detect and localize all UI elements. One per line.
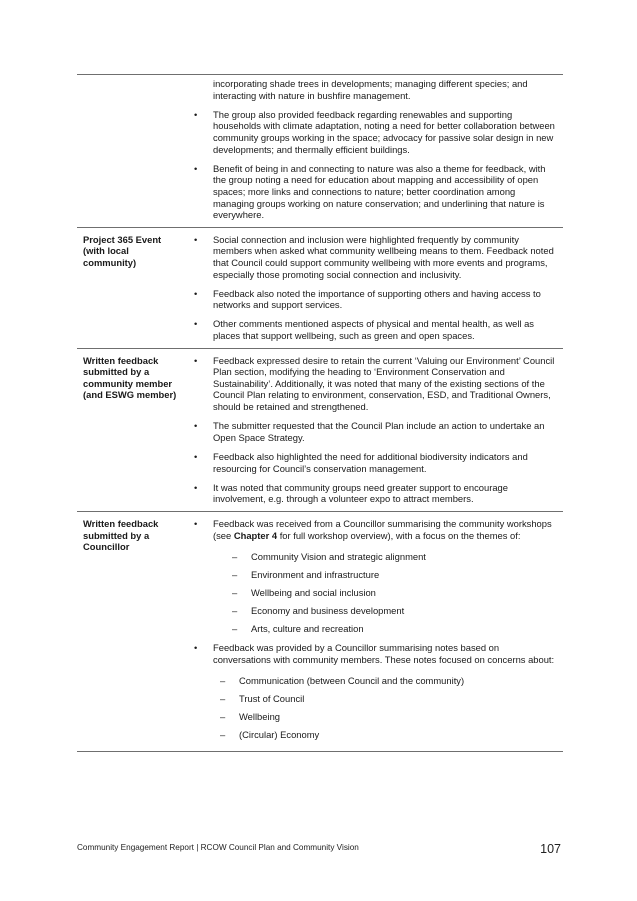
feedback-table (77, 74, 563, 752)
row-content (194, 75, 563, 227)
sub-list-item: – Environment and infrastructure (232, 569, 380, 581)
sub-list-item: – Community Vision and strategic alignment (232, 551, 426, 563)
row-content (194, 512, 563, 751)
bullet-icon: • (194, 642, 198, 654)
list-item: • Feedback expressed desire to retain the current ‘Valuing our Environment’ Council Plan section, modifying the heading to ‘Environment Conservation and Sustainability’. Additionally, it was noted that many of the existing sections of the Council Plan relating to environment, conservation, ESD, and Traditional Owners, should be retained and strengthened. (194, 354, 555, 413)
bullet-list (194, 355, 559, 505)
sub-list (213, 675, 559, 741)
list-item: • Feedback was received from a Councillor summarising the community workshops (see Chapter 4 for full workshop overview), with a focus on the themes of: – Community Vision and strategic alignment – Environment and infrastructure – Wellbeing and social inclusion – Economy and business development – Arts, culture and recreation (194, 518, 559, 635)
bullet-icon: • (194, 233, 198, 245)
list-item: • Feedback was provided by a Councillor summarising notes based on conversations with community members. These notes focused on concerns about: – Communication (between Council and the community) – Trust of Council – Wellbeing – (Circular) Economy (194, 642, 559, 741)
table-row (77, 227, 563, 348)
row-content (194, 228, 563, 348)
bullet-icon: • (194, 517, 198, 529)
bullet-list (194, 109, 559, 221)
table-row (77, 74, 563, 227)
dash-icon: – (220, 693, 226, 705)
row-content (194, 349, 563, 511)
bullet-icon: • (194, 318, 198, 330)
sub-list-item: – Economy and business development (232, 605, 405, 617)
dash-icon: – (220, 729, 226, 741)
dash-icon: – (220, 675, 226, 687)
bullet-icon: • (194, 162, 198, 174)
row-label: Project 365 Event (with local community) (83, 233, 162, 268)
sub-list-item: – Communication (between Council and the community) (220, 675, 465, 687)
sub-list-item: – Arts, culture and recreation (232, 623, 364, 635)
sub-list-item: – Trust of Council (220, 693, 305, 705)
bullet-icon: • (194, 451, 198, 462)
bullet-icon: • (194, 108, 198, 120)
bullet-list (194, 518, 559, 741)
list-item: • Benefit of being in and connecting to nature was also a theme for feedback, with the group noting a need for education about mapping and accessibility of open spaces; more links and connections to nature; better coordination among managing groups working on nature conservation; and underlining that nature is everywhere. (194, 162, 546, 221)
footer-title: Community Engagement Report | RCOW Council Plan and Community Vision (77, 843, 359, 852)
row-label: Written feedback submitted by a community member (and ESWG member) (83, 354, 177, 401)
dash-icon: – (232, 569, 238, 581)
list-item: • Social connection and inclusion were highlighted frequently by community members when asked what community wellbeing means to them. Feedback noted that Council could support community wellbeing with more events and programs, especially those promoting social connection and inclusivity. (194, 233, 554, 280)
bullet-icon: • (194, 354, 198, 366)
dash-icon: – (232, 587, 238, 599)
dash-icon: – (232, 551, 238, 563)
sub-list-item: – (Circular) Economy (220, 729, 320, 741)
list-item: • The submitter requested that the Council Plan include an action to undertake an Open Space Strategy. (194, 420, 545, 443)
list-item: • The group also provided feedback regarding renewables and supporting households with climate adaptation, noting a need for better collaboration between community groups working in the space; advocacy for passive solar design in new developments; and thermally efficient buildings. (194, 108, 555, 155)
chapter-reference: Chapter 4 (233, 529, 278, 541)
dash-icon: – (232, 605, 238, 617)
row-label: Written feedback submitted by a Councillor (83, 517, 159, 553)
table-row (77, 348, 563, 511)
list-item: • Feedback also highlighted the need for additional biodiversity indicators and resourcing for Council’s conservation management. (194, 451, 528, 474)
bullet-icon: • (194, 287, 198, 299)
dash-icon: – (232, 623, 238, 635)
dash-icon: – (220, 711, 226, 723)
list-item: • Other comments mentioned aspects of physical and mental health, as well as places that support wellbeing, such as green and open spaces. (194, 318, 534, 342)
sub-list-item: – Wellbeing (220, 711, 280, 723)
sub-list (213, 551, 559, 635)
continuation-text: incorporating shade trees in developments; managing different species; and interacting with nature in bushfire management. (213, 78, 528, 101)
bullet-list (194, 234, 559, 342)
bullet-icon: • (194, 420, 198, 432)
page-number: 107 (540, 842, 561, 856)
table-row (77, 511, 563, 752)
list-item: • It was noted that community groups need greater support to encourage involvement, e.g. through a volunteer expo to attract members. (194, 481, 508, 505)
bullet-icon: • (194, 481, 198, 493)
list-item: • Feedback also noted the importance of supporting others and having access to networks and support services. (194, 287, 541, 311)
sub-list-item: – Wellbeing and social inclusion (232, 587, 376, 599)
